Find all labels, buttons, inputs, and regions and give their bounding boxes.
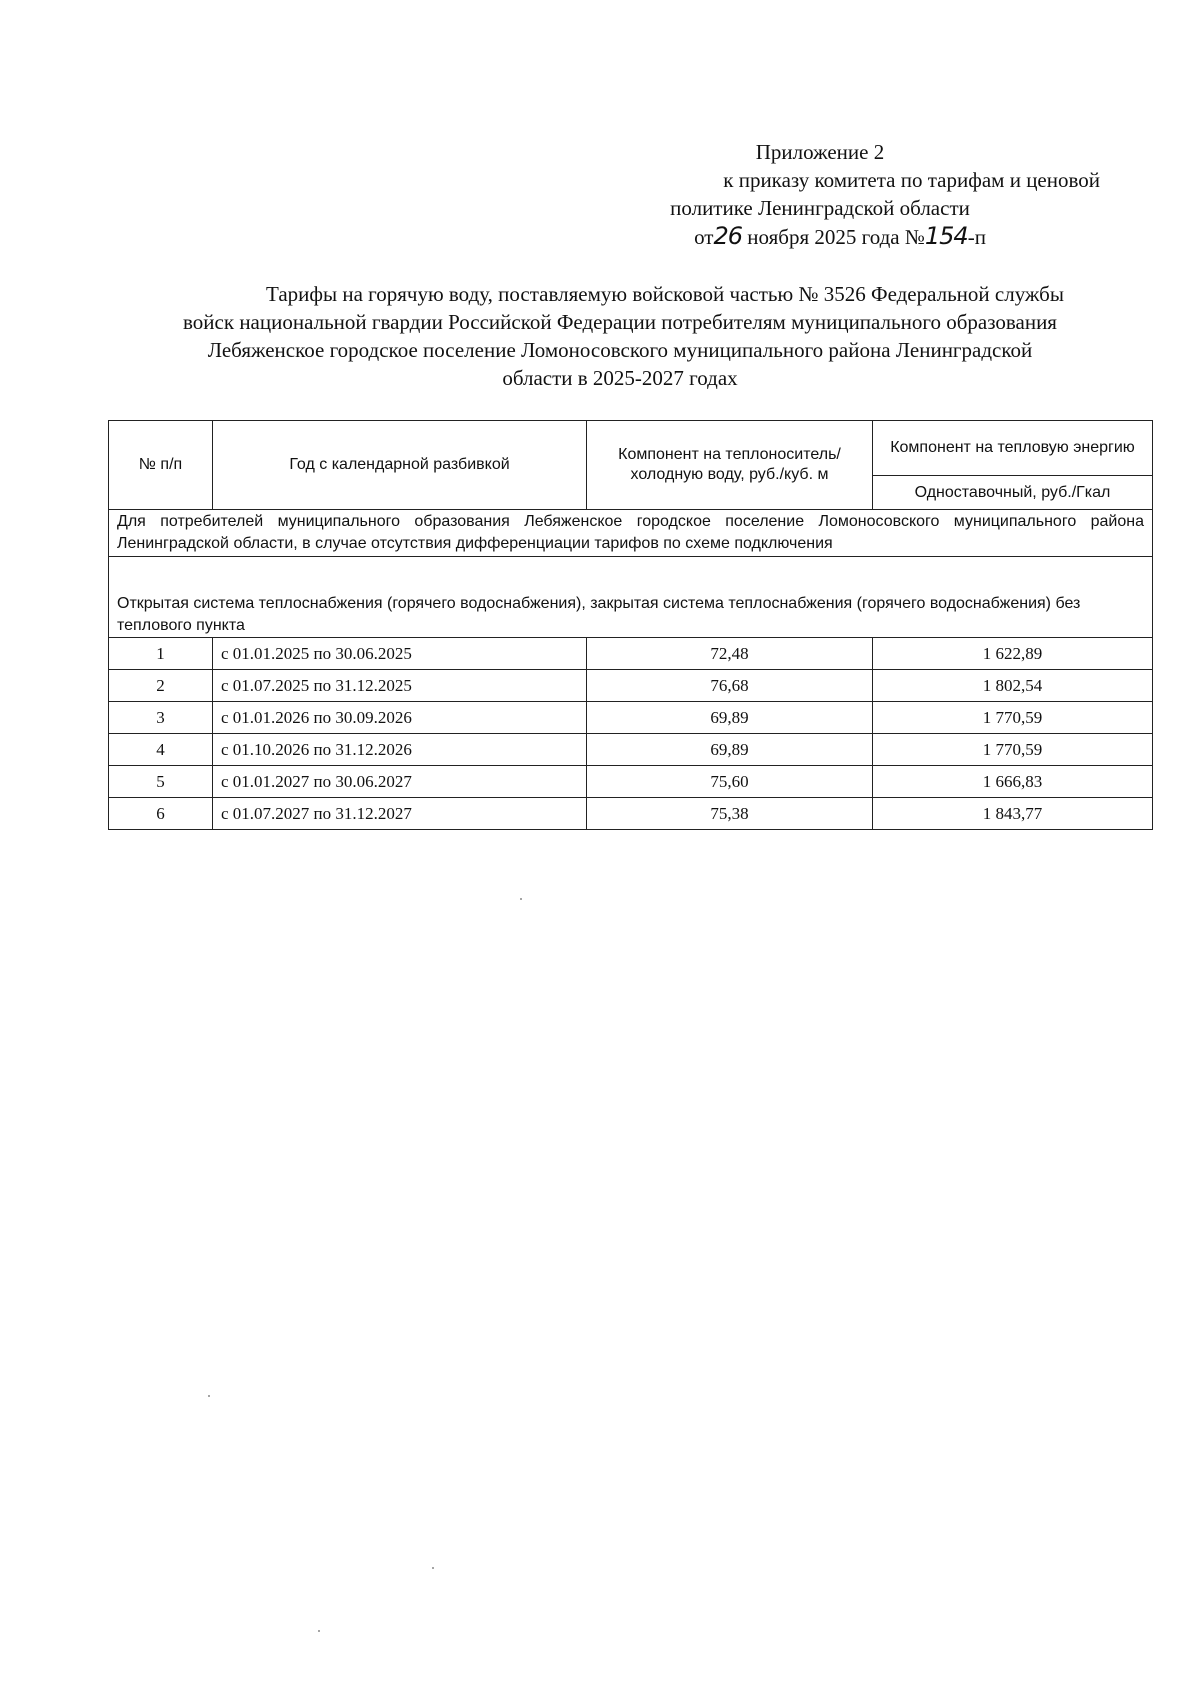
header-thermal-sub: Одноставочный, руб./Гкал: [873, 476, 1153, 510]
thermal-tariff-cell: 1 770,59: [873, 734, 1153, 766]
period-cell: с 01.01.2026 по 30.09.2026: [213, 702, 587, 734]
coolant-tariff-cell: 75,38: [587, 798, 873, 830]
order-date-prefix: от: [694, 225, 714, 249]
row-number-cell: 2: [109, 670, 213, 702]
document-title: [115, 280, 1125, 392]
tariff-rows: [109, 638, 1153, 830]
coolant-tariff-cell: 75,60: [587, 766, 873, 798]
period-cell: с 01.07.2027 по 31.12.2027: [213, 798, 587, 830]
thermal-tariff-cell: 1 802,54: [873, 670, 1153, 702]
section-consumers-text: Для потребителей муниципального образования Лебяженское городское поселение Ломоносовского муниципального района Ленинградской области, в случае отсутствия дифференциации тарифов по схеме подключения: [109, 510, 1153, 557]
table-row: [109, 734, 1153, 766]
section-system-text: Открытая система теплоснабжения (горячего водоснабжения), закрытая система теплоснабжения (горячего водоснабжения) без теплового пункта: [109, 557, 1153, 638]
section-row-consumers: [109, 510, 1153, 557]
section-row-system: [109, 557, 1153, 638]
table-row: [109, 638, 1153, 670]
header-coolant: Компонент на теплоноситель/ холодную воду, руб./куб. м: [587, 421, 873, 510]
order-number-suffix: -п: [967, 225, 986, 249]
coolant-tariff-cell: 72,48: [587, 638, 873, 670]
scan-speck: [520, 898, 522, 900]
handwritten-day: 26: [713, 222, 743, 250]
thermal-tariff-cell: 1 622,89: [873, 638, 1153, 670]
scan-speck: [432, 1567, 434, 1569]
row-number-cell: 5: [109, 766, 213, 798]
row-number-cell: 1: [109, 638, 213, 670]
appendix-line-3: политике Ленинградской области: [670, 196, 970, 220]
table-row: [109, 798, 1153, 830]
appendix-line-1: Приложение 2: [755, 140, 885, 164]
row-number-cell: 4: [109, 734, 213, 766]
header-period: Год с календарной разбивкой: [213, 421, 587, 510]
period-cell: с 01.07.2025 по 31.12.2025: [213, 670, 587, 702]
header-num: № п/п: [109, 421, 213, 510]
row-number-cell: 3: [109, 702, 213, 734]
scan-speck: [318, 1630, 320, 1632]
coolant-tariff-cell: 69,89: [587, 734, 873, 766]
thermal-tariff-cell: 1 843,77: [873, 798, 1153, 830]
tariff-table: [108, 420, 1153, 830]
handwritten-order-number: 154: [924, 222, 968, 250]
thermal-tariff-cell: 1 770,59: [873, 702, 1153, 734]
appendix-line-4: [540, 222, 1100, 251]
thermal-tariff-cell: 1 666,83: [873, 766, 1153, 798]
table-row: [109, 766, 1153, 798]
scan-speck: [208, 1395, 210, 1397]
coolant-tariff-cell: 69,89: [587, 702, 873, 734]
appendix-line-2: к приказу комитета по тарифам и ценовой: [723, 168, 1100, 192]
title-line-3: Лебяженское городское поселение Ломоносовского муниципального района Ленинградской: [207, 338, 1033, 362]
table-row: [109, 702, 1153, 734]
period-cell: с 01.10.2026 по 31.12.2026: [213, 734, 587, 766]
table-row: [109, 670, 1153, 702]
order-date-middle: ноября 2025 года №: [747, 225, 925, 249]
period-cell: с 01.01.2027 по 30.06.2027: [213, 766, 587, 798]
header-thermal: Компонент на тепловую энергию: [873, 421, 1153, 476]
header-row: [109, 421, 1153, 476]
appendix-header: [540, 138, 1100, 251]
coolant-tariff-cell: 76,68: [587, 670, 873, 702]
title-line-2: войск национальной гвардии Российской Федерации потребителям муниципального образования: [183, 310, 1057, 334]
title-line-4: области в 2025-2027 годах: [502, 366, 738, 390]
title-line-1: Тарифы на горячую воду, поставляемую войсковой частью № 3526 Федеральной службы: [266, 282, 1064, 306]
period-cell: с 01.01.2025 по 30.06.2025: [213, 638, 587, 670]
row-number-cell: 6: [109, 798, 213, 830]
